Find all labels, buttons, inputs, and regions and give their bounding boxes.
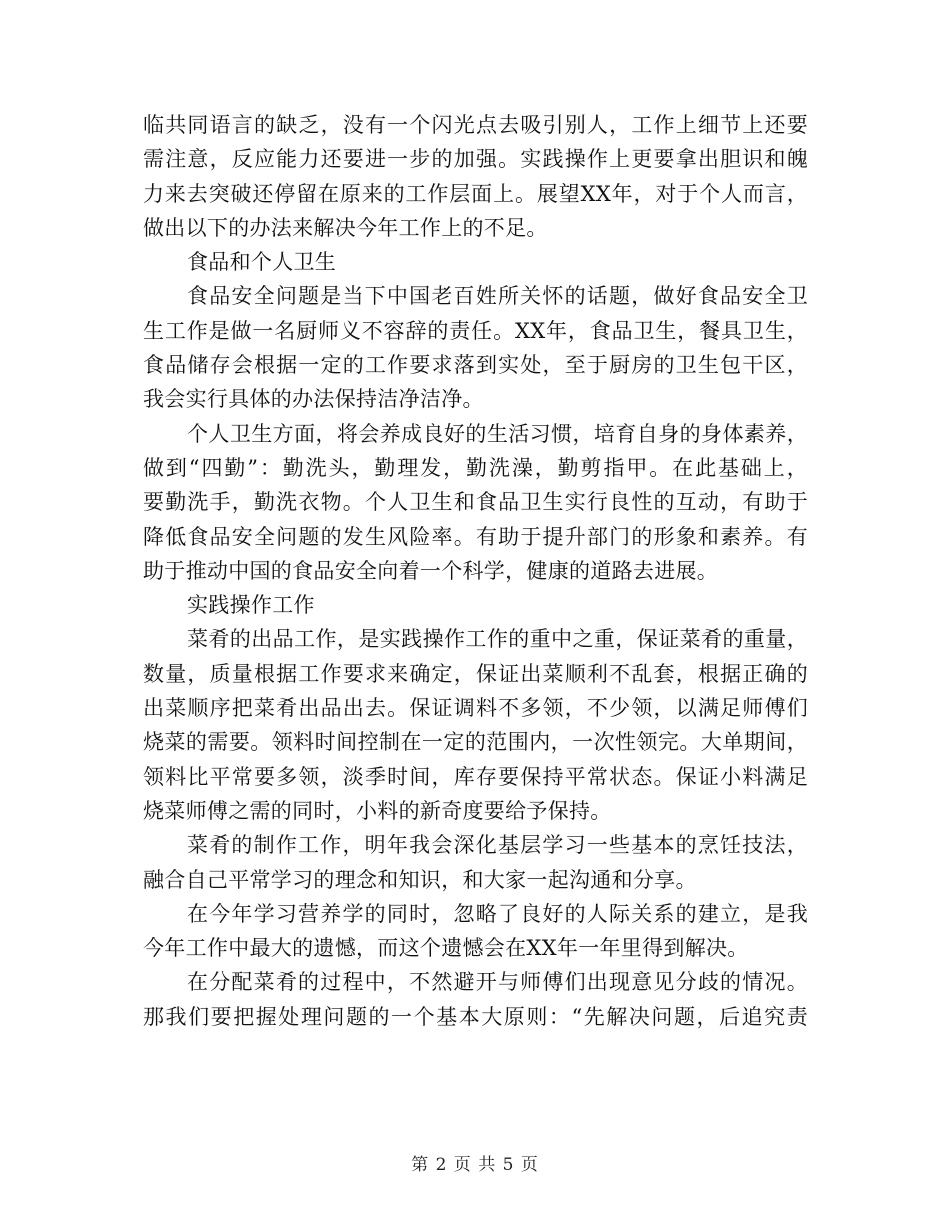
section-heading-food-hygiene: 食品和个人卫生 bbox=[187, 250, 337, 275]
text-line: 今年工作中最大的遗憾，而这个遗憾会在XX年一年里得到解决。 bbox=[143, 936, 749, 961]
text-line: 在今年学习营养学的同时，忽略了良好的人际关系的建立，是我 bbox=[187, 901, 808, 926]
text-line: 力来去突破还停留在原来的工作层面上。展望XX年，对于个人而言， bbox=[143, 181, 808, 206]
page-number-footer: 第 2 页 共 5 页 bbox=[411, 1155, 539, 1175]
text-line: 烧菜的需要。领料时间控制在一定的范围内，一次性领完。大单期间， bbox=[143, 730, 808, 755]
text-line: 降低食品安全问题的发生风险率。有助于提升部门的形象和素养。有 bbox=[143, 524, 808, 549]
text-line: 我会实行具体的办法保持洁净洁净。 bbox=[143, 387, 484, 412]
text-line: 生工作是做一名厨师义不容辞的责任。XX年，食品卫生，餐具卫生， bbox=[143, 318, 808, 343]
section-heading-practical-work: 实践操作工作 bbox=[187, 593, 315, 618]
text-line: 菜肴的出品工作，是实践操作工作的重中之重，保证菜肴的重量， bbox=[187, 627, 808, 652]
text-line: 菜肴的制作工作，明年我会深化基层学习一些基本的烹饪技法， bbox=[187, 833, 808, 858]
text-line: 助于推动中国的食品安全向着一个科学，健康的道路去进展。 bbox=[143, 558, 719, 583]
text-line: 食品储存会根据一定的工作要求落到实处，至于厨房的卫生包干区， bbox=[143, 353, 808, 378]
text-line: 需注意，反应能力还要进一步的加强。实践操作上更要拿出胆识和魄 bbox=[143, 147, 808, 172]
text-line: 那我们要把握处理问题的一个基本大原则：“先解决问题，后追究责 bbox=[143, 1004, 808, 1029]
text-line: 要勤洗手，勤洗衣物。个人卫生和食品卫生实行良性的互动，有助于 bbox=[143, 490, 808, 515]
text-line: 食品安全问题是当下中国老百姓所关怀的话题，做好食品安全卫 bbox=[187, 284, 808, 309]
text-line: 在分配菜肴的过程中，不然避开与师傅们出现意见分歧的情况。 bbox=[187, 970, 808, 995]
text-line: 烧菜师傅之需的同时，小料的新奇度要给予保持。 bbox=[143, 798, 612, 823]
text-line: 做出以下的办法来解决今年工作上的不足。 bbox=[143, 215, 548, 240]
text-line: 出菜顺序把菜肴出品出去。保证调料不多领，不少领，以满足师傅们 bbox=[143, 696, 808, 721]
document-body bbox=[143, 108, 808, 1034]
text-line: 临共同语言的缺乏，没有一个闪光点去吸引别人，工作上细节上还要 bbox=[143, 113, 808, 137]
text-line: 个人卫生方面，将会养成良好的生活习惯，培育自身的身体素养， bbox=[187, 421, 808, 446]
text-line: 领料比平常要多领，淡季时间，库存要保持平常状态。保证小料满足 bbox=[143, 764, 808, 789]
text-line: 数量，质量根据工作要求来确定，保证出菜顺利不乱套，根据正确的 bbox=[143, 661, 808, 686]
text-line: 做到“四勤”：勤洗头，勤理发，勤洗澡，勤剪指甲。在此基础上， bbox=[143, 455, 808, 480]
text-line: 融合自己平常学习的理念和知识，和大家一起沟通和分享。 bbox=[143, 867, 697, 892]
